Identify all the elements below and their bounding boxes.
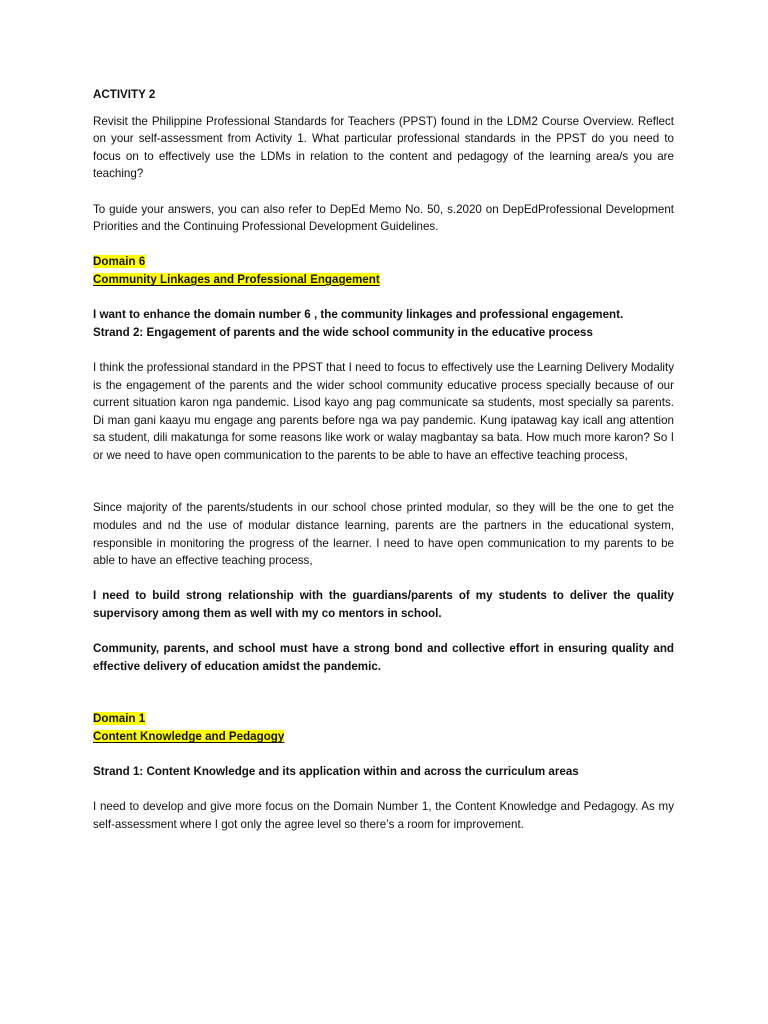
domain6-statement-2: Strand 2: Engagement of parents and the wide school community in the educative process — [93, 325, 593, 339]
document-page — [93, 86, 674, 834]
intro-paragraph: Revisit the Philippine Professional Standards for Teachers (PPST) found in the LDM2 Course Overview. Reflect on your self-assessment from Activity 1. What particular professional standards in the PPST do you need to focus on to effectively use the LDMs in relation to the content and pedagogy of the learning area/s you are teaching? — [93, 114, 674, 181]
domain1-reflection: I need to develop and give more focus on the Domain Number 1, the Content Knowledge and Pedagogy. As my self-assessment where I got only the agree level so there’s a room for improvement. — [93, 800, 674, 831]
domain1-heading — [93, 710, 674, 745]
domain6-heading — [93, 253, 674, 288]
guide-paragraph: To guide your answers, you can also refer to DepEd Memo No. 50, s.2020 on DepEdProfessional Development Priorities and the Continuing Professional Development Guidelines. — [93, 202, 674, 234]
domain6-reflection-4: Community, parents, and school must have a strong bond and collective effort in ensuring quality and effective delivery of education amidst the pandemic. — [93, 642, 674, 673]
domain6-label: Domain 6 — [93, 255, 146, 269]
domain6-statements — [93, 306, 674, 341]
domain6-reflection-1: I think the professional standard in the PPST that I need to focus to effectively use the Learning Delivery Modality is the engagement of the parents and the wider school community educative process specially because of our current situation karon nga pandemic. Lisod kayo ang pag communicate sa students, most specially sa parents. Di man gani kaayu mu engage ang parents before nga wa pay pandemic. Kung ipatawag kay icall ang attention sa student, dili makatunga for some reasons like work or walay magbantay sa bata. How much more karon? So I or we need to have open communication to the parents to be able to have an effective teaching process, — [93, 360, 674, 462]
domain1-name: Content Knowledge and Pedagogy — [93, 730, 285, 743]
domain6-reflection-3: I need to build strong relationship with the guardians/parents of my students to deliver the quality supervisory among them as well with my co mentors in school. — [93, 589, 674, 621]
domain6-statement-1: I want to enhance the domain number 6 , the community linkages and professional engagement. — [93, 308, 624, 322]
domain6-name: Community Linkages and Professional Engagement — [93, 272, 380, 286]
domain6-reflection-2: Since majority of the parents/students in our school chose printed modular, so they will be the one to get the modules and nd the use of modular distance learning, parents are the partners in the educational system, responsible in monitoring the progress of the learner. I need to have open communication to my parents to be able to have an effective teaching process, — [93, 501, 674, 568]
domain1-label: Domain 1 — [93, 712, 146, 726]
domain1-strand: Strand 1: Content Knowledge and its application within and across the curriculum areas — [93, 765, 579, 779]
activity-title: ACTIVITY 2 — [93, 88, 156, 101]
